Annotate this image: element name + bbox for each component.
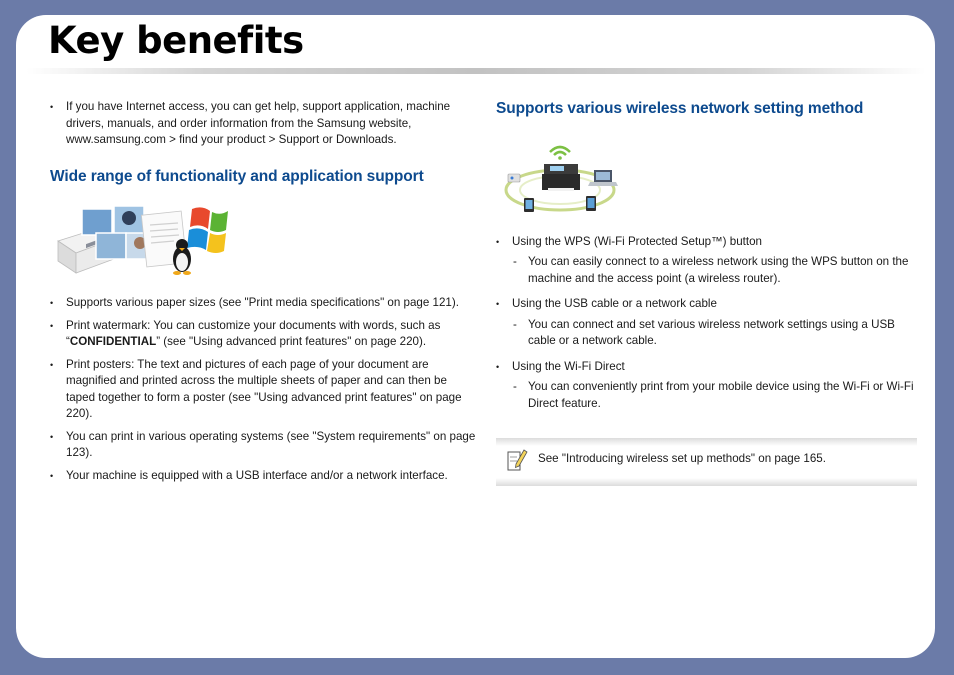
wireless-methods-list [496, 234, 916, 413]
functionality-list [50, 295, 478, 484]
note-box [496, 438, 917, 486]
section-title-functionality: Wide range of functionality and application support [50, 167, 424, 185]
section-title-wireless: Supports various wireless network setting method [496, 100, 864, 117]
wireless-printer-graphic [542, 164, 580, 191]
list-item: • Using the WPS (Wi-Fi Protected Setup™) button - You can easily connect to a wireless network using the WPS button on the machine and the access point (a wireless router). [496, 234, 916, 288]
left-column [50, 99, 478, 490]
wireless-network-illustration [502, 140, 620, 216]
list-item: • Your machine is equipped with a USB interface and/or a network interface. [50, 468, 478, 485]
title-divider [26, 68, 926, 74]
note-text: See "Introducing wireless set up methods" on page 165. [538, 452, 826, 465]
wifi-signal-graphic [550, 147, 570, 160]
list-item: • Print posters: The text and pictures of each page of your document are magnified and printed across the multiple sheets of paper and can then be taped together to form a poster (see "Using advanced print features" on page 220). [50, 357, 478, 423]
confidential-keyword: CONFIDENTIAL [69, 335, 157, 348]
sub-list-item: - You can conveniently print from your mobile device using the Wi-Fi or Wi-Fi Direct feature. [512, 379, 916, 412]
page-title: Key benefits [48, 19, 304, 62]
page [16, 15, 935, 658]
note-pencil-icon [506, 448, 528, 472]
functionality-illustration [56, 203, 234, 279]
intro-bullet: • If you have Internet access, you can get help, support application, machine drivers, manuals, and order information from the Samsung website, www.samsung.com > find your product > Support or Downloads. [50, 99, 478, 149]
intro-list [50, 99, 478, 149]
windows-flag-graphic [187, 207, 228, 253]
right-column [496, 99, 916, 486]
list-item: • Supports various paper sizes (see "Print media specifications" on page 121). [50, 295, 478, 312]
list-item: • You can print in various operating systems (see "System requirements" on page 123). [50, 429, 478, 462]
list-item: • Print watermark: You can customize your documents with words, such as “CONFIDENTIAL” (see "Using advanced print features" on page 220). [50, 318, 478, 351]
sub-list-item: - You can easily connect to a wireless network using the WPS button on the machine and the access point (a wireless router). [512, 254, 916, 287]
sub-list-item: - You can connect and set various wireless network settings using a USB cable or a network cable. [512, 317, 916, 350]
list-item: • Using the USB cable or a network cable - You can connect and set various wireless network settings using a USB cable or a network cable. [496, 296, 916, 350]
laptop-graphic [588, 170, 618, 186]
list-item: • Using the Wi-Fi Direct - You can conveniently print from your mobile device using the Wi-Fi or Wi-Fi Direct feature. [496, 359, 916, 413]
